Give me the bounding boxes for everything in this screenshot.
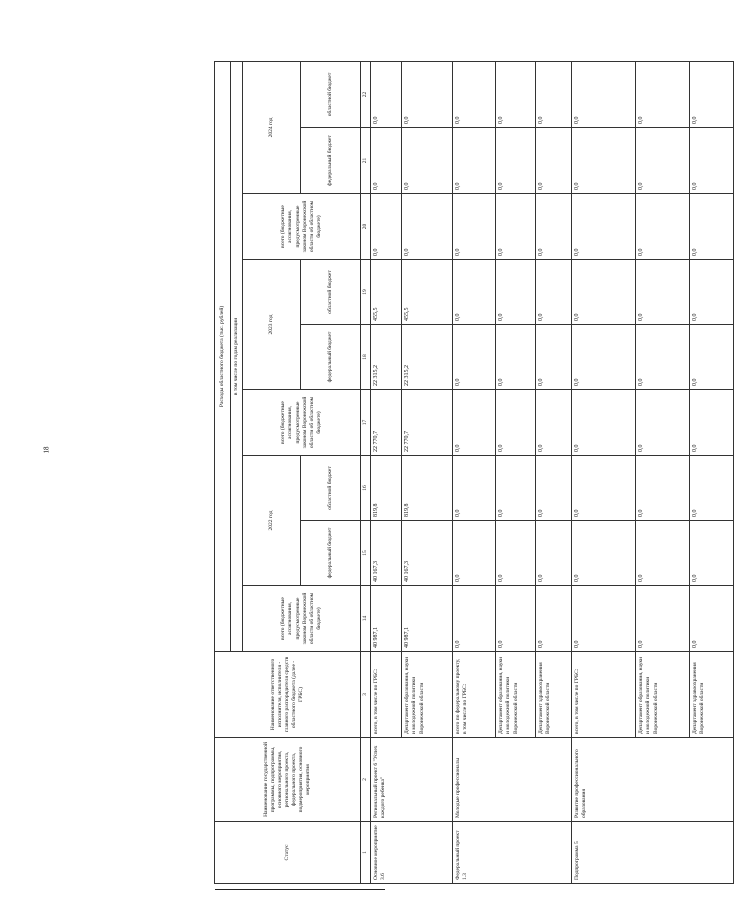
row-executor: Департамент образования, науки и молодежной политики Воронежской области	[402, 652, 453, 738]
cell-value: 0,0	[636, 325, 690, 390]
cell-value: 0,0	[536, 325, 572, 390]
table-row	[371, 61, 402, 883]
row-executor: Департамент образования, науки и молодежной политики Воронежской области	[496, 652, 536, 738]
cell-value: 0,0	[690, 586, 734, 652]
cell-value: 0,0	[690, 61, 734, 127]
cell-value: 22 315,2	[371, 325, 402, 390]
cell-value: 0,0	[636, 194, 690, 260]
rotated-table-container	[214, 62, 706, 884]
cell-value: 0,0	[536, 456, 572, 521]
cell-value: 0,0	[572, 194, 636, 260]
cell-value: 0,0	[636, 456, 690, 521]
cell-value: 0,0	[536, 194, 572, 260]
cell-value: 819,8	[402, 456, 453, 521]
cell-value: 0,0	[453, 390, 496, 456]
cell-value: 0,0	[572, 260, 636, 325]
cell-value: 0,0	[496, 128, 536, 194]
cell-value: 22 315,2	[402, 325, 453, 390]
cell-value: 22 770,7	[371, 390, 402, 456]
cell-value: 455,5	[402, 260, 453, 325]
cell-value: 0,0	[536, 260, 572, 325]
col-num: 21	[361, 128, 371, 194]
cell-value: 0,0	[402, 61, 453, 127]
row-status: Подпрограмма 5	[572, 822, 734, 884]
col-num: 17	[361, 390, 371, 456]
row-executor: всего по федеральному проекту, в том числе по ГРБС:	[453, 652, 496, 738]
cell-value: 0,0	[496, 325, 536, 390]
col-num: 15	[361, 521, 371, 586]
header-year-2024: 2024 год	[243, 61, 301, 193]
cell-value: 0,0	[496, 586, 536, 652]
cell-value: 0,0	[572, 521, 636, 586]
row-executor: Департамент образования, науки и молодежной политики Воронежской области	[636, 652, 690, 738]
header-2022-regional: областной бюджет	[301, 456, 361, 521]
header-2023-federal: федеральный бюджет	[301, 325, 361, 390]
cell-value: 0,0	[636, 128, 690, 194]
col-num: 19	[361, 260, 371, 325]
cell-value: 0,0	[690, 325, 734, 390]
cell-value: 0,0	[402, 194, 453, 260]
col-num: 14	[361, 586, 371, 652]
cell-value: 0,0	[636, 260, 690, 325]
budget-table	[214, 61, 734, 884]
col-num: 20	[361, 194, 371, 260]
header-program-name: Наименование государственной программы, подпрограммы, основного мероприятия, регионального проекта, федерального проекта, подмероприятия, основного мероприятия	[215, 738, 361, 822]
row-status: Федеральный проект 1.3	[453, 822, 572, 884]
col-num: 3	[361, 652, 371, 738]
cell-value: 0,0	[371, 194, 402, 260]
header-2024-federal: федеральный бюджет	[301, 128, 361, 194]
cell-value: 22 770,7	[402, 390, 453, 456]
cell-value: 0,0	[402, 128, 453, 194]
cell-value: 0,0	[536, 586, 572, 652]
header-2023-total: всего (бюджетные ассигнования, предусмотренные законом Воронежской области об областном бюджете)	[243, 390, 361, 456]
cell-value: 0,0	[572, 456, 636, 521]
table-row	[453, 61, 496, 883]
cell-value: 0,0	[690, 390, 734, 456]
col-num: 16	[361, 456, 371, 521]
cell-value: 0,0	[453, 194, 496, 260]
cell-value: 0,0	[536, 61, 572, 127]
col-num: 1	[361, 822, 371, 884]
cell-value: 0,0	[496, 521, 536, 586]
cell-value: 0,0	[371, 61, 402, 127]
row-name: Развитие профессионального образования	[572, 738, 734, 822]
header-2022-total: всего (бюджетные ассигнования, предусмотренные законом Воронежской области об областном бюджете)	[243, 586, 361, 652]
cell-value: 0,0	[572, 586, 636, 652]
column-number-row	[361, 61, 371, 883]
header-executor: Наименование ответственного исполнителя, исполнителя - главного распорядителя средств областного бюджета (далее - ГРБС)	[215, 652, 361, 738]
header-status: Статус	[215, 822, 361, 884]
row-executor: всего, в том числе по ГРБС:	[572, 652, 636, 738]
col-num: 18	[361, 325, 371, 390]
header-2024-total: всего (бюджетные ассигнования, предусмотренные законом Воронежской области об областном бюджете)	[243, 194, 361, 260]
cell-value: 0,0	[690, 194, 734, 260]
cell-value: 40 987,1	[402, 586, 453, 652]
cell-value: 40 987,1	[371, 586, 402, 652]
header-row-1	[215, 61, 231, 883]
row-name: Региональный проект 6 "Успех каждого ребенка"	[371, 738, 453, 822]
cell-value: 0,0	[371, 128, 402, 194]
cell-value: 40 167,3	[402, 521, 453, 586]
cell-value: 0,0	[496, 194, 536, 260]
header-2024-regional: областной бюджет	[301, 61, 361, 127]
header-2023-regional: областной бюджет	[301, 260, 361, 325]
cell-value: 0,0	[453, 260, 496, 325]
cell-value: 0,0	[572, 325, 636, 390]
cell-value: 0,0	[690, 260, 734, 325]
row-status: Основное мероприятие 3.6	[371, 822, 453, 884]
cell-value: 0,0	[453, 521, 496, 586]
cell-value: 0,0	[536, 521, 572, 586]
cell-value: 819,8	[371, 456, 402, 521]
row-executor: всего, в том числе по ГРБС:	[371, 652, 402, 738]
cell-value: 0,0	[636, 61, 690, 127]
col-num: 22	[361, 61, 371, 127]
col-num: 2	[361, 738, 371, 822]
cell-value: 0,0	[453, 586, 496, 652]
header-expenses: Расходы областного бюджета (тыс. рублей)	[215, 61, 231, 651]
header-2022-federal: федеральный бюджет	[301, 521, 361, 586]
cell-value: 0,0	[496, 260, 536, 325]
cell-value: 0,0	[453, 128, 496, 194]
row-executor: Департамент здравоохранения Воронежской области	[536, 652, 572, 738]
cell-value: 0,0	[690, 521, 734, 586]
cell-value: 0,0	[572, 390, 636, 456]
cell-value: 40 167,3	[371, 521, 402, 586]
cell-value: 0,0	[496, 390, 536, 456]
cell-value: 0,0	[536, 390, 572, 456]
cell-value: 0,0	[453, 61, 496, 127]
cell-value: 0,0	[496, 61, 536, 127]
row-executor: Департамент здравоохранения Воронежской области	[690, 652, 734, 738]
cell-value: 0,0	[453, 325, 496, 390]
page-number: 18	[42, 446, 51, 454]
cell-value: 455,5	[371, 260, 402, 325]
footer-rule	[215, 889, 385, 890]
header-year-2022: 2022 год	[243, 456, 301, 586]
cell-value: 0,0	[453, 456, 496, 521]
cell-value: 0,0	[690, 456, 734, 521]
cell-value: 0,0	[536, 128, 572, 194]
cell-value: 0,0	[636, 586, 690, 652]
table-row	[572, 61, 636, 883]
cell-value: 0,0	[690, 128, 734, 194]
cell-value: 0,0	[572, 128, 636, 194]
cell-value: 0,0	[636, 521, 690, 586]
header-year-2023: 2023 год	[243, 260, 301, 390]
cell-value: 0,0	[496, 456, 536, 521]
cell-value: 0,0	[636, 390, 690, 456]
header-by-years: в том числе по годам реализации	[231, 61, 243, 651]
cell-value: 0,0	[572, 61, 636, 127]
row-name: Молодые профессионалы	[453, 738, 572, 822]
